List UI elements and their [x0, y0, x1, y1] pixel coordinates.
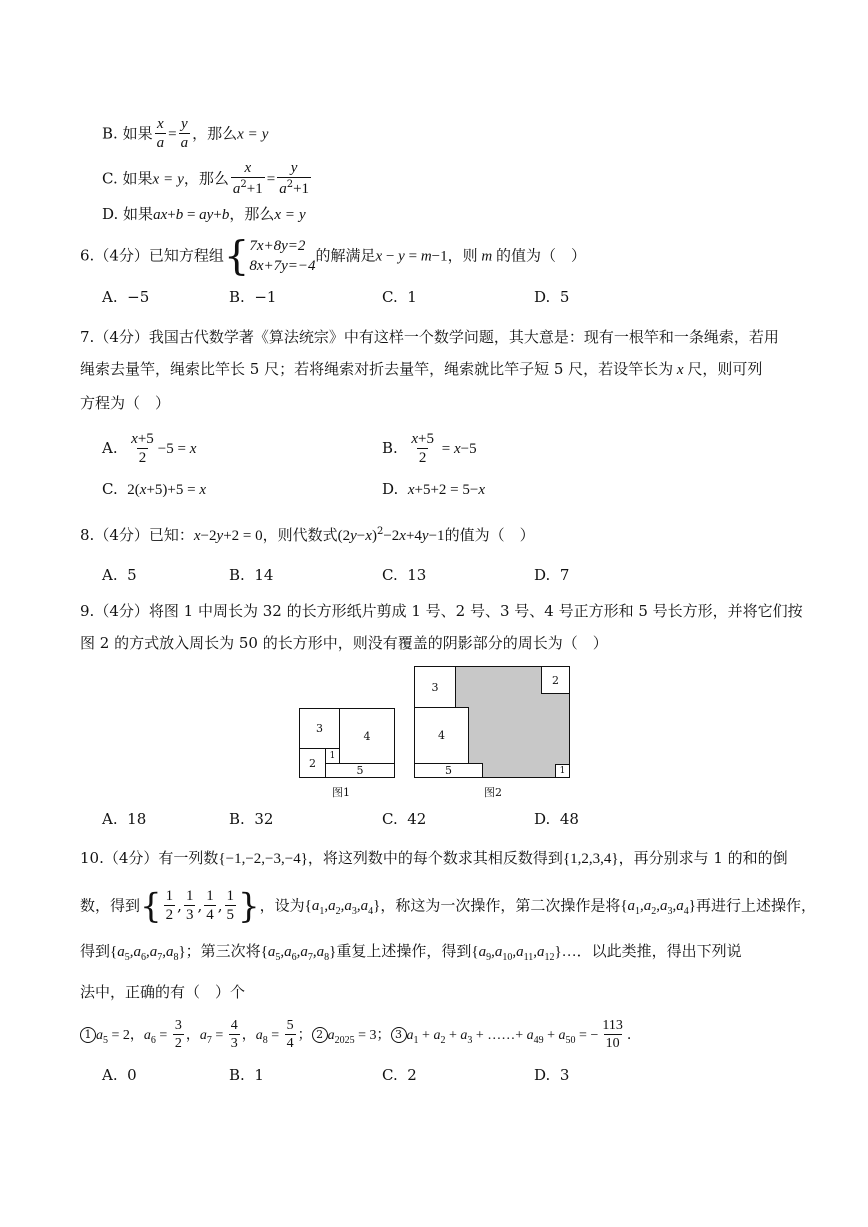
text: ．以此类推，得出下列说: [576, 942, 742, 960]
label: 1: [329, 751, 336, 761]
option-label: B.: [229, 566, 245, 584]
option-c[interactable]: [382, 812, 426, 827]
text: ，则代数式: [262, 526, 338, 544]
option-value: 13: [407, 566, 427, 584]
fig1-square-2: [299, 748, 326, 778]
option-value: 5: [127, 566, 137, 584]
q10-line4: [80, 985, 245, 1000]
text: 我国古代数学著《算法统宗》中有这样一个数学问题，其大意是：现有一根竿和一条绳索，若用: [148, 328, 779, 346]
option-label: D.: [534, 288, 551, 306]
figure-1: [299, 708, 395, 778]
option-label: C.: [382, 810, 398, 828]
q6-stem: 6.（4分）已知方程组{ 7x+8y=2 8x+7y=−4 的解满足x − y = m−1，则 m 的值为（ ）: [80, 233, 586, 280]
question-number: 9.: [80, 602, 95, 620]
text: 的值为（ ）: [444, 526, 535, 544]
option-label: A.: [102, 566, 118, 584]
score: （4分）: [103, 849, 159, 867]
question-number: 10.: [80, 849, 104, 867]
option-label: A.: [102, 288, 118, 306]
label: 2: [552, 673, 559, 687]
text: ；第三次将: [185, 942, 261, 960]
formula-fraction: $\frac{x+5}{2}$: [411, 431, 434, 467]
q7-option-b[interactable]: B. $\frac{x+5}{2}$ = x−5: [382, 431, 477, 467]
option-value: −5: [127, 288, 150, 306]
option-label: D.: [102, 205, 119, 223]
score: （4分）: [94, 328, 149, 346]
fig2-square-4: [414, 707, 469, 764]
option-b[interactable]: [229, 1068, 264, 1083]
label: 3: [316, 722, 323, 735]
option-a[interactable]: [102, 1068, 137, 1083]
formula-fraction: $\frac{x+5}{2}$: [131, 431, 154, 467]
q7-line3: [80, 396, 170, 411]
option-label: D.: [534, 810, 551, 828]
option-value: 5: [559, 288, 570, 306]
circled-number: 3: [391, 1027, 407, 1043]
equation-1: 7x+8y=2: [249, 238, 306, 254]
text: 得到: [80, 942, 111, 960]
text: ，则: [447, 246, 478, 265]
option-value: 18: [127, 810, 147, 828]
text: 尺，则可列: [687, 360, 763, 378]
option-label: D.: [534, 566, 551, 584]
text: 再进行上述操作，: [695, 896, 816, 915]
option-d[interactable]: [534, 1068, 569, 1083]
q9-line2: [80, 636, 608, 651]
text: 已知：: [148, 526, 194, 544]
option-c[interactable]: [382, 568, 426, 583]
text: ，那么: [229, 205, 275, 223]
score: （4分）: [94, 526, 149, 544]
text: 如果: [122, 124, 153, 143]
option-label: C.: [102, 169, 118, 188]
label: 2: [309, 756, 316, 770]
q9-line1: [80, 604, 803, 619]
label: 3: [431, 680, 439, 694]
score: （4分）: [94, 246, 149, 265]
text: ，那么: [192, 124, 238, 143]
q7-option-d[interactable]: D. x+5+2 = 5−x: [382, 480, 485, 498]
equation-system: [249, 236, 315, 277]
q10-line1: 10.（4分）有一列数{−1,−2,−3,−4}，将这列数中的每个数求其相反数得到{1,2,3,4}，再分别求与 1 的和的倒: [80, 849, 788, 867]
question-number: 8.: [80, 526, 95, 544]
option-a[interactable]: [102, 812, 146, 827]
brace-icon: {: [223, 233, 250, 280]
option-value: 1: [254, 1066, 264, 1084]
option-value: 48: [559, 810, 579, 828]
option-value: 42: [407, 810, 427, 828]
equation-2: 8x+7y=−4: [249, 258, 316, 275]
q5-option-d[interactable]: D. 如果ax+b = ay+b，那么x = y: [102, 205, 306, 223]
formula-fraction: $\frac{y}{a}$: [180, 116, 189, 152]
option-label: A.: [102, 1066, 118, 1084]
option-d[interactable]: [534, 290, 569, 305]
question-number: 6.: [80, 246, 95, 265]
option-value: 1: [407, 288, 417, 306]
q7-line2: 绳索去量竿，绳索比竿长 5 尺；若将绳索对折去量竿，绳索就比竿子短 5 尺，若设竿长为 x 尺，则可列: [80, 360, 763, 378]
q8-stem: 8.（4分）已知：x−2y+2 = 0，则代数式$(2y-x)^2-2x+4y-1$的值为（ ）: [80, 526, 535, 544]
option-label: B.: [229, 810, 245, 828]
text: 方程为（ ）: [80, 394, 171, 412]
q10-statements: 1 $a_5 = 2$，$a_6$ = $\frac{3}{2}$ ，$a_7$ = $\frac{4}{3}$ ，$a_8$ = $\frac{5}{4}$ ； 2 $a_{2025} = 3$； 3 $a_1 + a_2 + a_3$ + ……+ $a_{49} + a_{50}$ = − $\frac{113}{10}$ .: [80, 1018, 631, 1052]
figure-2-caption: 图2: [484, 786, 502, 799]
q5-option-b[interactable]: B. 如果 $\frac{x}{a}$ = $\frac{y}{a}$ ，那么x = y: [102, 116, 269, 152]
fig1-square-1: [325, 748, 340, 764]
option-value: 2: [407, 1066, 417, 1084]
text: 的值为（ ）: [495, 246, 586, 265]
label: 4: [438, 729, 445, 742]
figure-2: [414, 666, 570, 778]
text: ，那么: [183, 169, 229, 188]
fig2-square-3: [414, 666, 456, 708]
text: 法中，正确的有（ ）个: [80, 983, 246, 1001]
q7-line1: [80, 330, 779, 345]
option-b[interactable]: [229, 812, 273, 827]
text: 如果: [123, 205, 154, 223]
text: 已知方程组: [148, 246, 224, 265]
option-label: B.: [382, 438, 398, 457]
fig2-rect-5: [414, 763, 483, 778]
option-label: B.: [102, 124, 118, 143]
option-value: 3: [559, 1066, 570, 1084]
option-value: 32: [254, 810, 274, 828]
text: 重复上述操作，得到: [336, 942, 472, 960]
fig1-square-4: [339, 708, 395, 764]
option-label: D.: [382, 480, 399, 498]
formula-fraction: $\frac{x}{a}$: [156, 116, 165, 152]
option-value: 7: [559, 566, 570, 584]
fig2-square-1: [555, 764, 570, 778]
option-label: B.: [229, 1066, 245, 1084]
fig2-square-2: [541, 666, 570, 694]
option-a[interactable]: [102, 290, 149, 305]
option-label: C.: [382, 1066, 398, 1084]
option-label: B.: [229, 288, 245, 306]
question-number: 7.: [80, 328, 95, 346]
q7-option-a[interactable]: A. $\frac{x+5}{2}$ −5 = x: [102, 431, 197, 467]
text: 的解满足: [315, 246, 376, 265]
option-a[interactable]: [102, 568, 137, 583]
option-c[interactable]: [382, 290, 417, 305]
option-label: C.: [382, 288, 398, 306]
q7-option-c[interactable]: C. 2(x+5)+5 = x: [102, 480, 206, 498]
option-b[interactable]: [229, 568, 273, 583]
option-value: −1: [254, 288, 277, 306]
formula-fraction: $\frac{y}{a^2+1}$: [279, 160, 310, 198]
fig1-rect-5: [325, 763, 395, 778]
q10-line2: 数，得到{ $\frac{1}{2}$ , $\frac{1}{3}$ , $\frac{1}{4}$ , $\frac{1}{5}$ }，设为$\{a_1,a_2,a_3,a_4\}$，称这为一次操作，第二次操作是将$\{a_1,a_2,a_3,a_4\}$再进行上述操作，: [80, 886, 816, 927]
option-label: C.: [382, 566, 398, 584]
option-label: A.: [102, 810, 118, 828]
option-b[interactable]: [229, 290, 276, 305]
text: ，称这为一次操作，第二次操作是将: [380, 896, 621, 915]
option-label: A.: [102, 438, 118, 457]
option-c[interactable]: [382, 1068, 417, 1083]
text: 绳索去量竿，绳索比竿长 5 尺；若将绳索对折去量竿，绳索就比竿子短 5 尺，若设竿长为: [80, 360, 674, 378]
option-d[interactable]: [534, 812, 579, 827]
fig1-square-3: [299, 708, 340, 749]
text: 将图 1 中周长为 32 的长方形纸片剪成 1 号、2 号、3 号、4 号正方形和 5 号长方形，并将它们按: [148, 602, 803, 620]
label: 4: [363, 729, 371, 743]
text: ，设为: [259, 896, 305, 915]
text: 图 2 的方式放入周长为 50 的长方形中，则没有覆盖的阴影部分的周长为（ ）: [80, 634, 608, 652]
text: ，将这列数中的每个数求其相反数得到: [307, 849, 563, 867]
circled-number: 2: [312, 1027, 328, 1043]
option-value: 0: [127, 1066, 137, 1084]
label: 5: [356, 764, 364, 777]
q5-option-c[interactable]: C. 如果x = y，那么 $\frac{x}{a^2+1}$ = $\frac{y}{a^2+1}$: [102, 160, 310, 198]
circled-number: 1: [80, 1027, 96, 1043]
formula-fraction: $\frac{x}{a^2+1}$: [232, 160, 263, 198]
text: 如果: [122, 169, 153, 188]
text: 数，得到: [80, 896, 141, 915]
label: 5: [445, 764, 452, 777]
score: （4分）: [94, 602, 149, 620]
option-label: C.: [102, 480, 118, 498]
figure-1-caption: 图1: [332, 786, 350, 799]
q10-line3: 得到$\{a_5,a_6,a_7,a_8\}$；第三次将$\{a_5,a_6,a_7,a_8\}$重复上述操作，得到$\{a_9,a_{10},a_{11},a_{12}\}\dots$．以此类推，得出下列说: [80, 942, 742, 963]
text: 有一列数: [158, 849, 219, 867]
text: ，再分别求与 1 的和的倒: [618, 849, 788, 867]
option-d[interactable]: [534, 568, 569, 583]
option-value: 14: [254, 566, 274, 584]
label: 1: [559, 766, 566, 776]
option-label: D.: [534, 1066, 551, 1084]
